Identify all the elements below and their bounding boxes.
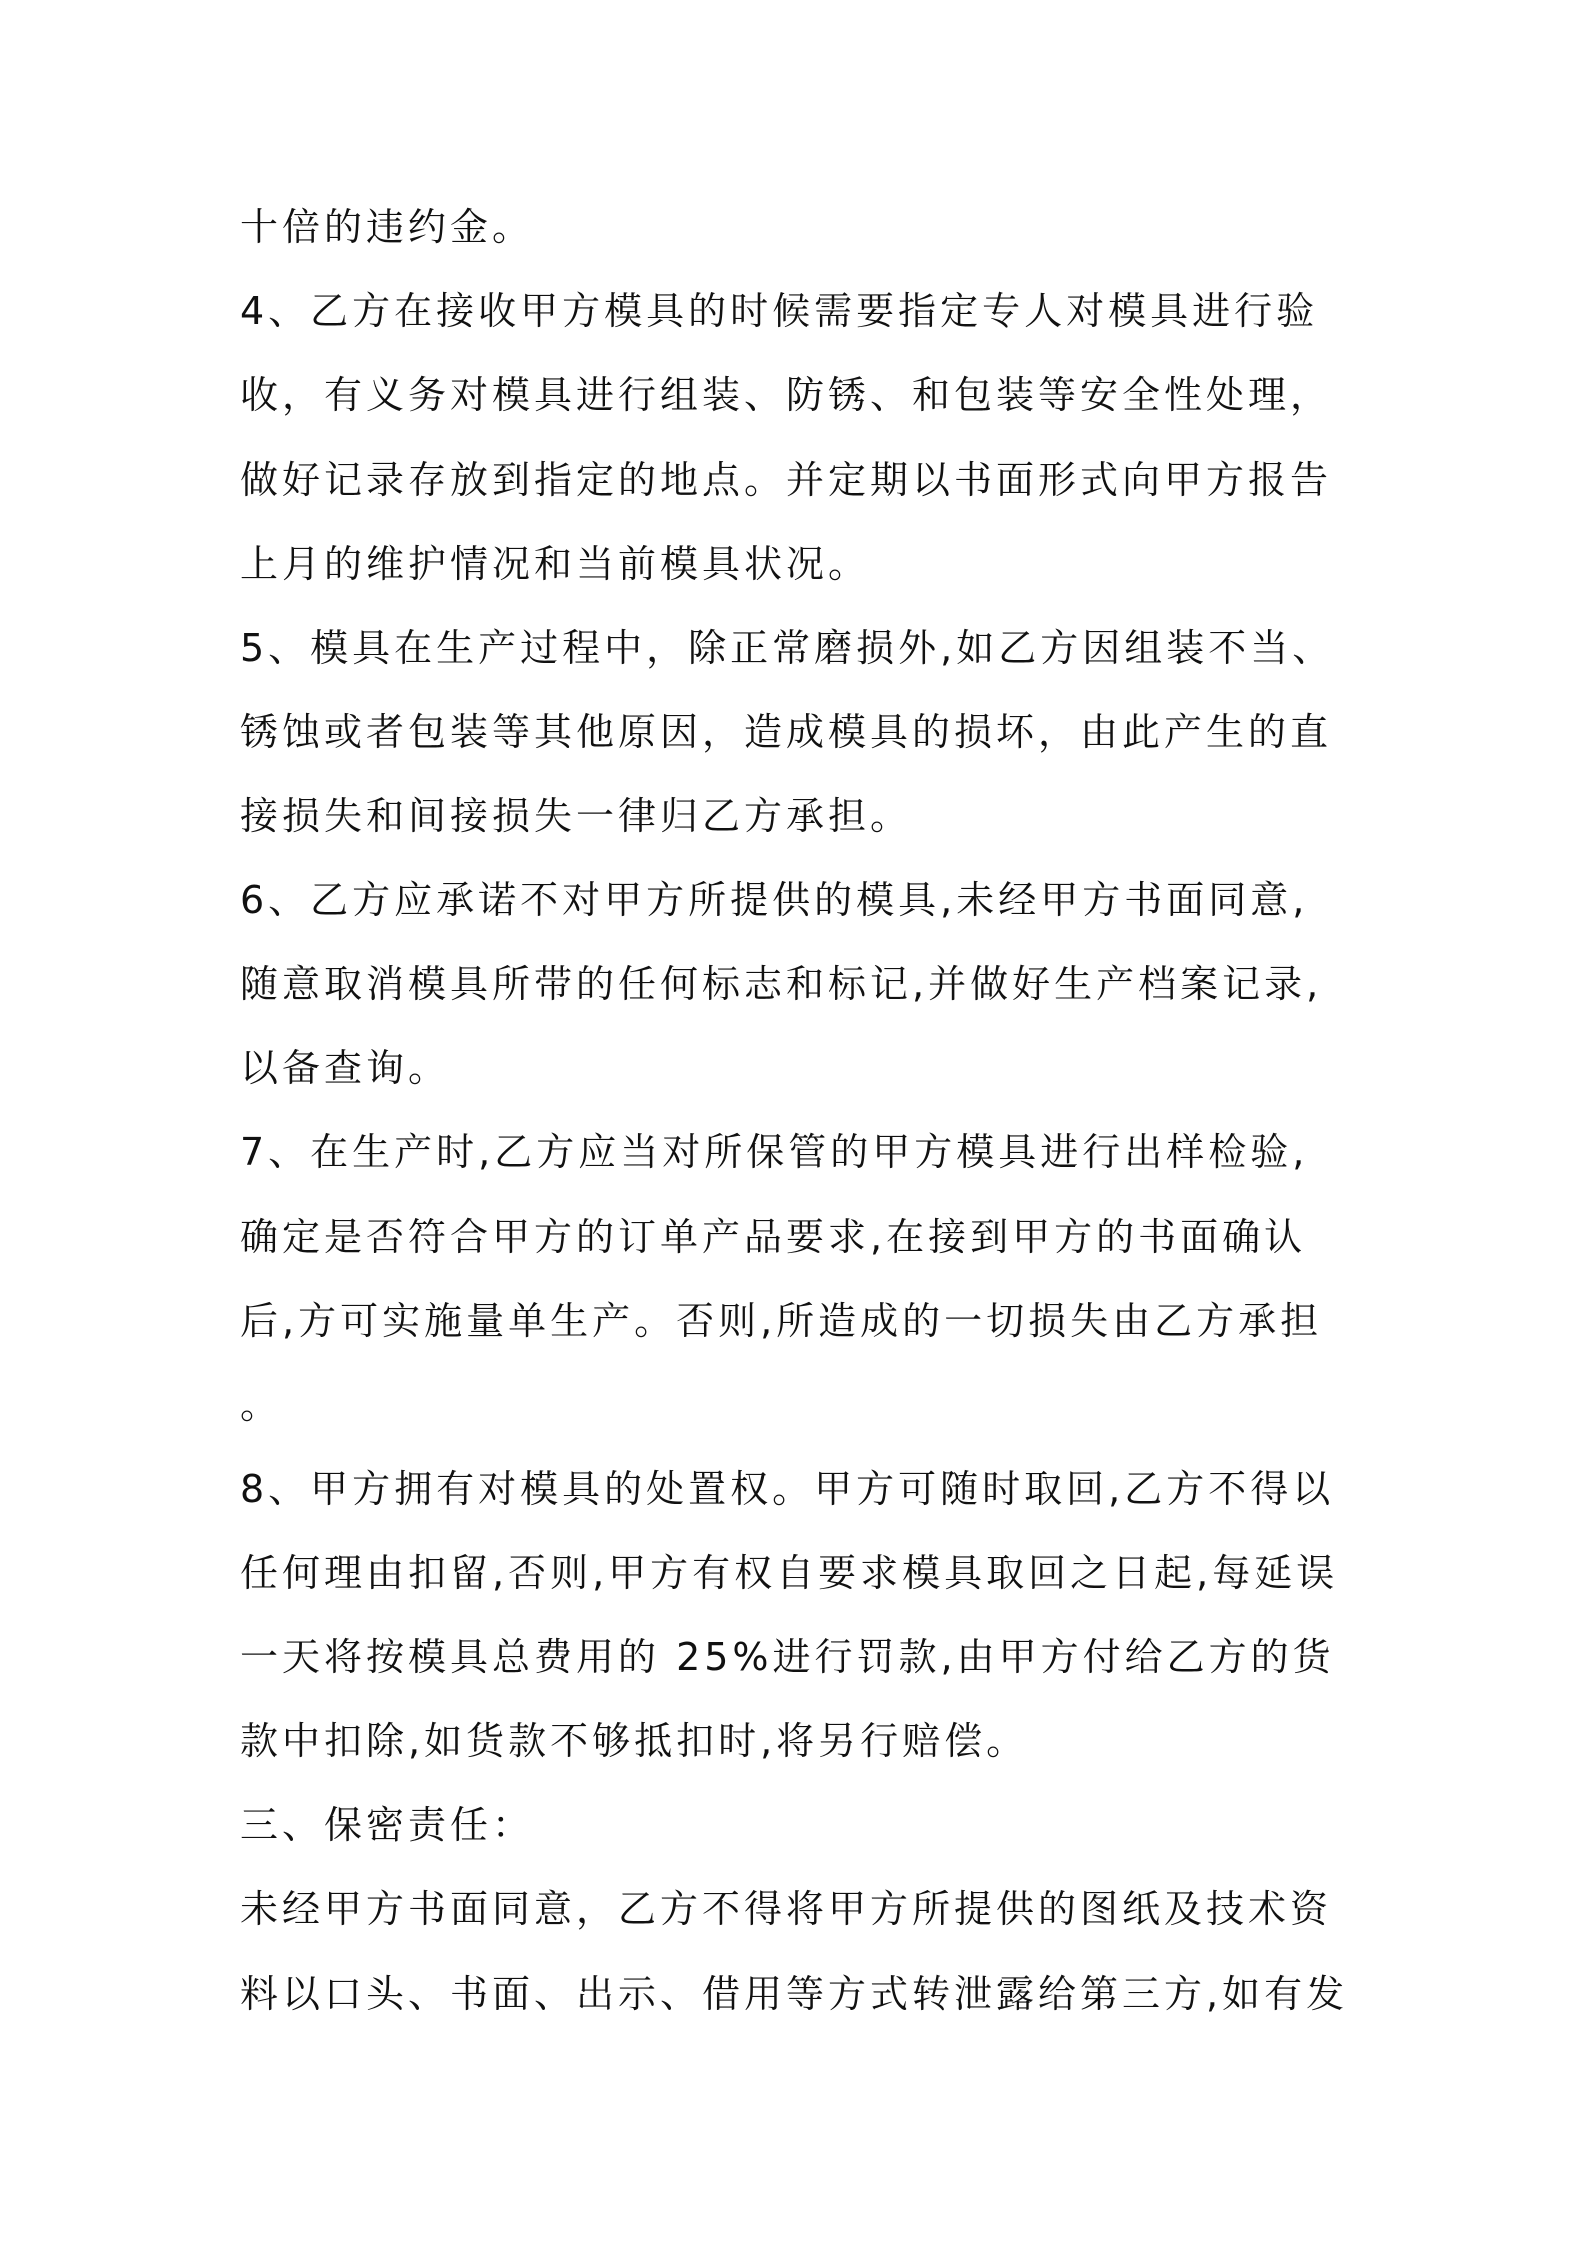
text-line: 随意取消模具所带的任何标志和标记,并做好生产档案记录,: [240, 962, 1323, 1006]
text-line: 4、乙方在接收甲方模具的时候需要指定专人对模具进行验: [240, 289, 1319, 333]
text-line: 后,方可实施量单生产。否则,所造成的一切损失由乙方承担: [240, 1299, 1323, 1343]
text-line: 以备查询。: [240, 1046, 451, 1090]
text-line: 5、模具在生产过程中，除正常磨损外,如乙方因组装不当、: [240, 626, 1335, 670]
text-line: 料以口头、书面、出示、借用等方式转泄露给第三方,如有发: [240, 1972, 1349, 2016]
text-line: 一天将按模具总费用的 25%进行罚款,由甲方付给乙方的货: [240, 1635, 1335, 1679]
text-line: 上月的维护情况和当前模具状况。: [240, 542, 871, 586]
text-line: 未经甲方书面同意，乙方不得将甲方所提供的图纸及技术资: [240, 1887, 1333, 1931]
text-line: 7、在生产时,乙方应当对所保管的甲方模具进行出样检验,: [240, 1130, 1309, 1174]
text-line: 收，有义务对模具进行组装、防锈、和包装等安全性处理，: [240, 373, 1333, 417]
section-heading: 三、保密责任：: [240, 1803, 535, 1847]
text-line: 8、甲方拥有对模具的处置权。甲方可随时取回,乙方不得以: [240, 1467, 1335, 1511]
text-line: 锈蚀或者包装等其他原因，造成模具的损坏，由此产生的直: [240, 710, 1333, 754]
text-line: 确定是否符合甲方的订单产品要求,在接到甲方的书面确认: [240, 1215, 1307, 1259]
text-line: 款中扣除,如货款不够抵扣时,将另行赔偿。: [240, 1719, 1029, 1763]
text-line: 6、乙方应承诺不对甲方所提供的模具,未经甲方书面同意,: [240, 878, 1309, 922]
text-line: 做好记录存放到指定的地点。并定期以书面形式向甲方报告: [240, 458, 1333, 502]
text-line: 。: [240, 1383, 283, 1427]
text-line: 任何理由扣留,否则,甲方有权自要求模具取回之日起,每延误: [240, 1551, 1339, 1595]
text-line: 十倍的违约金。: [240, 205, 535, 249]
text-line: 接损失和间接损失一律归乙方承担。: [240, 794, 913, 838]
